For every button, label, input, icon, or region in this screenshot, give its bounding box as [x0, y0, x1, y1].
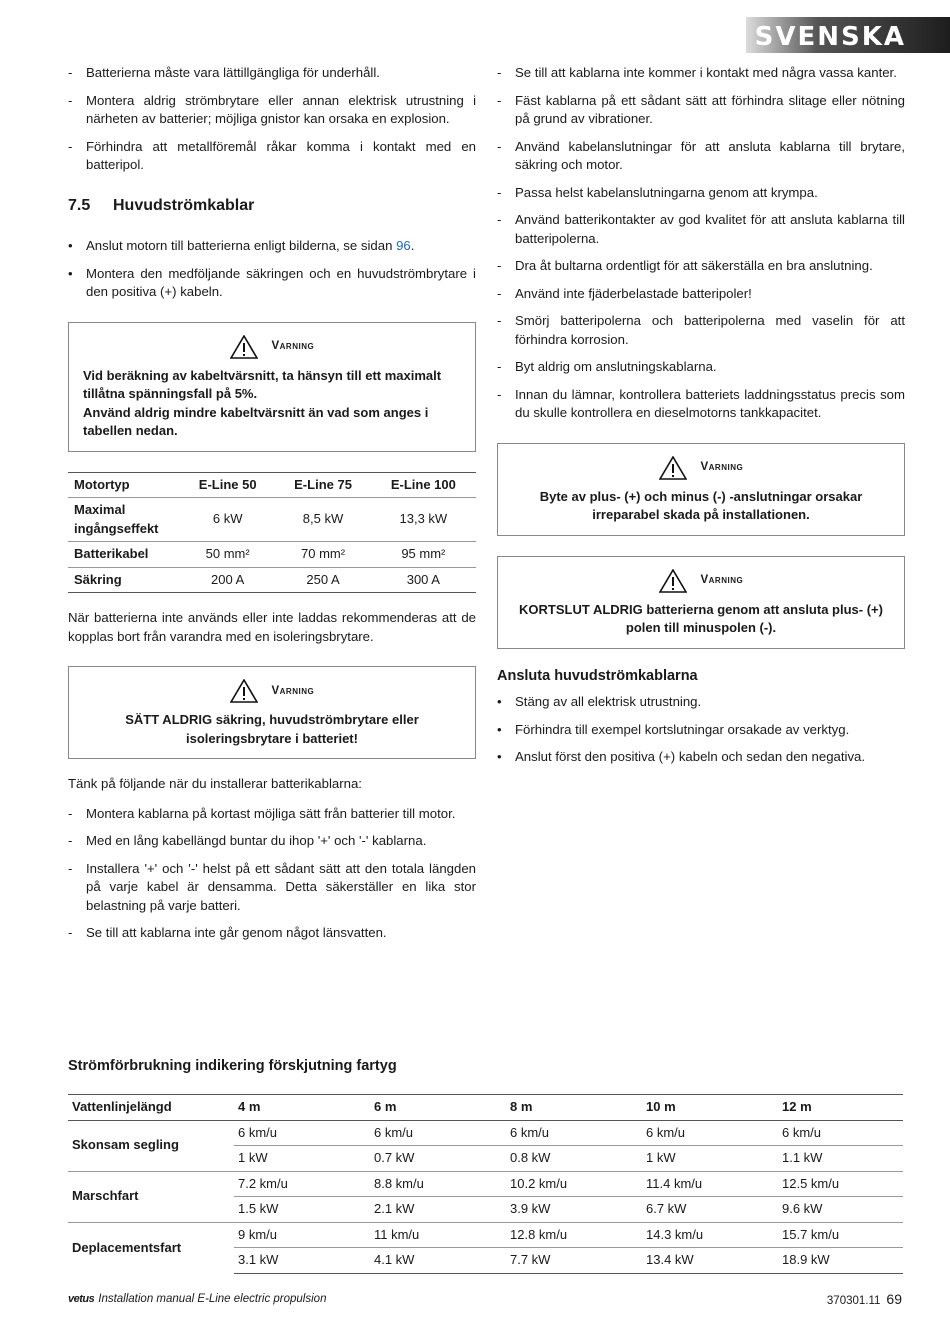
warning-triangle-icon [230, 679, 258, 703]
list-item: - Fäst kablarna på ett sådant sätt att förhindra slitage eller nötning på grund av vibrationer. [497, 92, 905, 126]
footer-manual [68, 1290, 326, 1309]
left-column [68, 64, 476, 952]
list-item: • Anslut motorn till batterierna enligt bilderna, se sidan 96. [68, 238, 415, 253]
footer-page-info [827, 1290, 902, 1311]
list-item: - Batterierna måste vara lättillgängliga för underhåll. [68, 65, 380, 80]
table-row: 3.1 kW 4.1 kW 7.7 kW 13.4 kW 18.9 kW [68, 1248, 903, 1274]
warning-triangle-icon [230, 335, 258, 359]
warning-text: Använd aldrig mindre kabeltvärsnitt än vad som anges i tabellen nedan. [83, 404, 429, 438]
list-item: • Anslut först den positiva (+) kabeln och sedan den negativa. [497, 749, 866, 764]
list-item: - Installera '+' och '-' helst på ett sådant sätt att den totala längden på varje kabel är densamma. Detta säkerställer en lika stor belastning på varje batteri. [68, 860, 476, 913]
paragraph: När batterierna inte används eller inte laddas rekommenderas att de kopplas bort från varandra med en isoleringsbrytare. [68, 610, 476, 644]
warning-text: Byte av plus- (+) och minus (-) -anslutningar orsakar irreparabel skada på installationen. [539, 488, 863, 522]
manual-title: Installation manual E-Line electric propulsion [98, 1293, 327, 1305]
list-item: - Se till att kablarna inte kommer i kontakt med några vassa kanter. [497, 65, 897, 80]
list-item: - Innan du lämnar, kontrollera batteriets laddningsstatus precis som du skulle kontrollera en dieselmotorns tankkapacitet. [497, 386, 905, 420]
warning-box [68, 666, 476, 759]
document-number: 370301.11 [826, 1295, 881, 1307]
table-row: Maximal ingångseffekt 6 kW 8,5 kW 13,3 kW [68, 498, 476, 542]
list-item: • Förhindra till exempel kortslutningar orsakade av verktyg. [497, 721, 850, 737]
section-heading [68, 197, 476, 216]
list-item: - Montera aldrig strömbrytare eller annan elektrisk utrustning i närheten av batterier; möjliga gnistor kan orsaka en explosion. [68, 92, 476, 126]
warning-triangle-icon [659, 456, 687, 480]
spec-table [68, 472, 476, 594]
list-item: - Smörj batteripolerna och batteripolerna med vaselin för att förhindra korrosion. [497, 313, 905, 347]
section-number: 7.5 [68, 196, 91, 214]
table-row: Skonsam segling 6 km/u 6 km/u 6 km/u 6 km/u 6 km/u [68, 1120, 903, 1146]
warning-box [68, 322, 476, 452]
language-tab: SVENSKA [746, 17, 950, 53]
list-item: - Montera kablarna på kortast möjliga sätt från batterier till motor. [68, 805, 456, 821]
subsection-title: Ansluta huvudströmkablarna [497, 667, 698, 684]
warning-title: Varning [700, 574, 744, 587]
list-item: - Med en lång kabellängd buntar du ihop '+' och '-' kablarna. [68, 833, 427, 848]
warning-box [497, 443, 905, 536]
list-item: - Passa helst kabelanslutningarna genom att krympa. [497, 184, 818, 200]
warning-text: Vid beräkning av kabeltvärsnitt, ta hänsyn till ett maximalt tillåtna spänningsfall på 5%. [83, 367, 442, 401]
table-row: Säkring 200 A 250 A 300 A [68, 567, 476, 593]
list-item: - Se till att kablarna inte går genom något länsvatten. [68, 925, 387, 940]
table-row: Deplacementsfart 9 km/u 11 km/u 12.8 km/u 14.3 km/u 15.7 km/u [68, 1222, 903, 1248]
table-row: Marschfart 7.2 km/u 8.8 km/u 10.2 km/u 11.4 km/u 12.5 km/u [68, 1171, 903, 1197]
right-column [497, 64, 905, 776]
list-item: • Montera den medföljande säkringen och en huvudströmbrytare i den positiva (+) kabeln. [68, 265, 476, 299]
page-link[interactable]: 96 [396, 238, 411, 253]
table-row: 1 kW 0.7 kW 0.8 kW 1 kW 1.1 kW [68, 1146, 903, 1172]
list-item: - Använd inte fjäderbelastade batteripoler! [497, 285, 752, 301]
list-item: • Stäng av all elektrisk utrustning. [497, 694, 702, 709]
list-item: - Förhindra att metallföremål råkar komma i kontakt med en batteripol. [68, 138, 476, 172]
table-header-row: Vattenlinjelängd 4 m 6 m 8 m 10 m 12 m [68, 1095, 903, 1121]
warning-box [497, 556, 905, 649]
section-title: Huvudströmkablar [113, 196, 255, 214]
paragraph: Tänk på följande när du installerar batterikablarna: [68, 776, 362, 791]
warning-text: SÄTT ALDRIG säkring, huvudströmbrytare eller isoleringsbrytare i batteriet! [125, 712, 419, 746]
warning-title: Varning [271, 684, 315, 697]
warning-title: Varning [271, 340, 315, 353]
table-header-row: Motortyp E-Line 50 E-Line 75 E-Line 100 [68, 472, 476, 498]
warning-title: Varning [700, 461, 744, 474]
consumption-table [68, 1094, 903, 1274]
warning-triangle-icon [659, 569, 687, 593]
table-row: Batterikabel 50 mm² 70 mm² 95 mm² [68, 542, 476, 568]
table-row: 1.5 kW 2.1 kW 3.9 kW 6.7 kW 9.6 kW [68, 1197, 903, 1223]
list-item: - Använd batterikontakter av god kvalitet för att ansluta kablarna till batteripolerna. [497, 212, 905, 246]
list-item: - Byt aldrig om anslutningskablarna. [497, 359, 717, 374]
warning-text: KORTSLUT ALDRIG batterierna genom att ansluta plus- (+) polen till minuspolen (-). [519, 601, 883, 635]
page-number: 69 [886, 1291, 902, 1307]
list-item: - Använd kabelanslutningar för att ansluta kablarna till brytare, säkring och motor. [497, 138, 905, 172]
brand-logo: vetus [68, 1293, 95, 1305]
list-item: - Dra åt bultarna ordentligt för att säkerställa en bra anslutning. [497, 258, 873, 273]
consumption-title: Strömförbrukning indikering förskjutning fartyg [68, 1058, 397, 1074]
